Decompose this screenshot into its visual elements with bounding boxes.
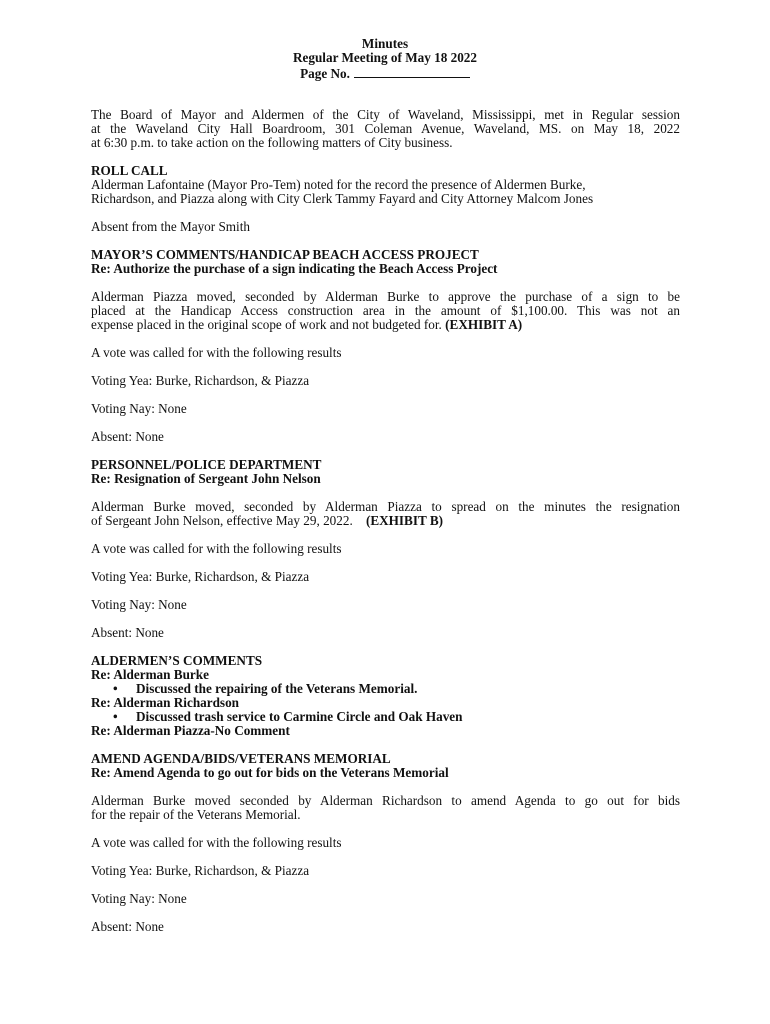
aldermen-richardson-comment: Discussed trash service to Carmine Circle and Oak Haven	[136, 709, 463, 724]
page-number-label: Page No.	[300, 66, 350, 81]
mayor-motion-text: expense placed in the original scope of work and not budgeted for.	[91, 317, 442, 332]
exhibit-a-label: (EXHIBIT A)	[445, 317, 523, 332]
mayor-section-re: Re: Authorize the purchase of a sign indicating the Beach Access Project	[91, 261, 498, 276]
amend-vote-called: A vote was called for with the following results	[91, 835, 342, 850]
personnel-motion-line-1: Alderman Burke moved, seconded by Alderman Piazza to spread on the minutes the resignation	[91, 499, 680, 514]
mayor-vote-called: A vote was called for with the following results	[91, 345, 342, 360]
amend-motion-line-1: Alderman Burke moved seconded by Alderman Richardson to amend Agenda to go out for bids	[91, 793, 680, 808]
page-number-blank	[354, 65, 470, 78]
mayor-motion-line-3	[91, 318, 522, 332]
mayor-voting-nay: Voting Nay: None	[91, 401, 187, 416]
amend-motion-line-2: for the repair of the Veterans Memorial.	[91, 807, 301, 822]
personnel-vote-called: A vote was called for with the following results	[91, 541, 342, 556]
mayor-motion-line-1: Alderman Piazza moved, seconded by Alderman Burke to approve the purchase of a sign to be	[91, 289, 680, 304]
mayor-section-heading: MAYOR’S COMMENTS/HANDICAP BEACH ACCESS PROJECT	[91, 247, 479, 262]
intro-line-2: at the Waveland City Hall Boardroom, 301 Coleman Avenue, Waveland, MS. on May 18, 2022	[91, 121, 680, 136]
personnel-section-heading: PERSONNEL/POLICE DEPARTMENT	[91, 457, 322, 472]
page-number-line	[0, 65, 770, 81]
amend-voting-nay: Voting Nay: None	[91, 891, 187, 906]
exhibit-b-label: (EXHIBIT B)	[365, 513, 444, 528]
aldermen-re-burke: Re: Alderman Burke	[91, 667, 209, 682]
personnel-motion-text: of Sergeant John Nelson, effective May 29, 2022.	[91, 513, 353, 528]
bullet-icon: •	[113, 681, 118, 696]
mayor-motion-line-2: placed at the Handicap Access construction area in the amount of $1,100.00. This was not an	[91, 303, 680, 318]
bullet-icon: •	[113, 709, 118, 724]
roll-call-absent: Absent from the Mayor Smith	[91, 219, 250, 234]
personnel-voting-yea: Voting Yea: Burke, Richardson, & Piazza	[91, 569, 310, 584]
aldermen-re-piazza: Re: Alderman Piazza-No Comment	[91, 723, 290, 738]
personnel-absent: Absent: None	[91, 625, 164, 640]
intro-line-1: The Board of Mayor and Aldermen of the City of Waveland, Mississippi, met in Regular session	[91, 107, 680, 122]
mayor-voting-yea: Voting Yea: Burke, Richardson, & Piazza	[91, 373, 310, 388]
amend-voting-yea: Voting Yea: Burke, Richardson, & Piazza	[91, 863, 310, 878]
roll-call-line-2: Richardson, and Piazza along with City Clerk Tammy Fayard and City Attorney Malcom Jones	[91, 191, 594, 206]
roll-call-line-1: Alderman Lafontaine (Mayor Pro-Tem) noted for the record the presence of Aldermen Burke,	[91, 177, 586, 192]
amend-absent: Absent: None	[91, 919, 164, 934]
amend-section-heading: AMEND AGENDA/BIDS/VETERANS MEMORIAL	[91, 751, 391, 766]
amend-section-re: Re: Amend Agenda to go out for bids on the Veterans Memorial	[91, 765, 449, 780]
minutes-title: Minutes	[361, 36, 409, 51]
intro-line-3: at 6:30 p.m. to take action on the following matters of City business.	[91, 135, 453, 150]
personnel-motion-line-2	[91, 514, 443, 528]
personnel-voting-nay: Voting Nay: None	[91, 597, 187, 612]
aldermen-re-richardson: Re: Alderman Richardson	[91, 695, 239, 710]
aldermen-section-heading: ALDERMEN’S COMMENTS	[91, 653, 263, 668]
personnel-section-re: Re: Resignation of Sergeant John Nelson	[91, 471, 321, 486]
roll-call-heading: ROLL CALL	[91, 163, 168, 178]
mayor-absent: Absent: None	[91, 429, 164, 444]
aldermen-burke-comment: Discussed the repairing of the Veterans Memorial.	[136, 681, 418, 696]
meeting-subtitle: Regular Meeting of May 18 2022	[293, 50, 477, 65]
